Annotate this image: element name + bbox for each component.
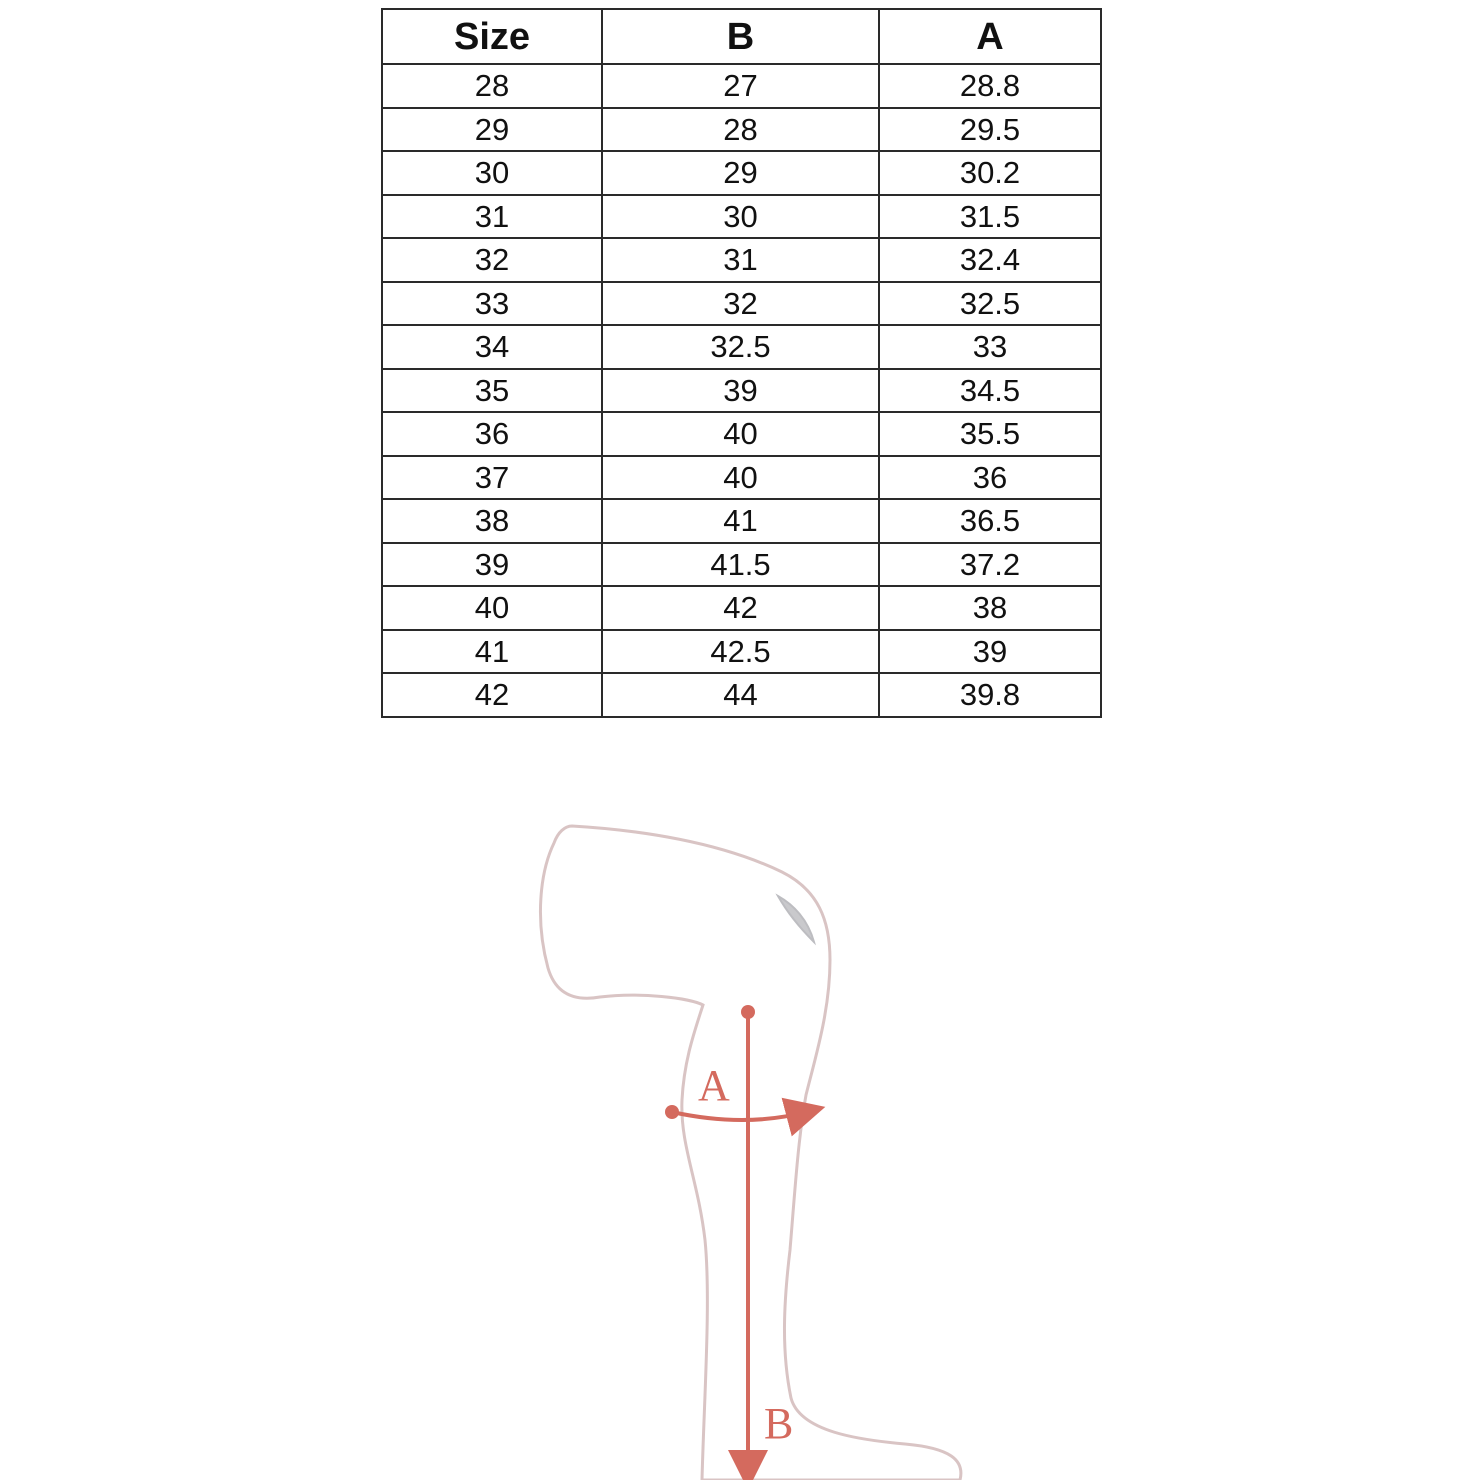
- leg-outline: [540, 826, 960, 1480]
- header-a: A: [879, 9, 1101, 64]
- table-header-row: [382, 9, 1101, 64]
- table-row: [382, 151, 1101, 195]
- cell-a: 33: [879, 325, 1101, 369]
- cell-b: 41.5: [602, 543, 879, 587]
- header-size: Size: [382, 9, 602, 64]
- cell-size: 32: [382, 238, 602, 282]
- table-row: [382, 64, 1101, 108]
- cell-a: 28.8: [879, 64, 1101, 108]
- cell-a: 32.5: [879, 282, 1101, 326]
- cell-size: 33: [382, 282, 602, 326]
- cell-a: 36: [879, 456, 1101, 500]
- table-row: [382, 456, 1101, 500]
- table-row: [382, 630, 1101, 674]
- cell-size: 31: [382, 195, 602, 239]
- cell-b: 32.5: [602, 325, 879, 369]
- size-chart-table: [381, 8, 1102, 718]
- cell-size: 40: [382, 586, 602, 630]
- cell-size: 29: [382, 108, 602, 152]
- table-row: [382, 543, 1101, 587]
- table-row: [382, 195, 1101, 239]
- cell-size: 28: [382, 64, 602, 108]
- header-b: B: [602, 9, 879, 64]
- label-b: B: [764, 1399, 794, 1448]
- cell-size: 38: [382, 499, 602, 543]
- cell-b: 42.5: [602, 630, 879, 674]
- table-row: [382, 108, 1101, 152]
- measurement-b-start-dot: [741, 1005, 755, 1019]
- cell-b: 32: [602, 282, 879, 326]
- cell-b: 30: [602, 195, 879, 239]
- cell-size: 39: [382, 543, 602, 587]
- cell-b: 28: [602, 108, 879, 152]
- cell-a: 38: [879, 586, 1101, 630]
- cell-a: 29.5: [879, 108, 1101, 152]
- cell-size: 35: [382, 369, 602, 413]
- cell-b: 40: [602, 456, 879, 500]
- cell-b: 44: [602, 673, 879, 717]
- cell-b: 41: [602, 499, 879, 543]
- table-row: [382, 499, 1101, 543]
- cell-b: 27: [602, 64, 879, 108]
- cell-a: 30.2: [879, 151, 1101, 195]
- table-row: [382, 238, 1101, 282]
- table-row: [382, 673, 1101, 717]
- table-row: [382, 586, 1101, 630]
- cell-a: 36.5: [879, 499, 1101, 543]
- table-row: [382, 369, 1101, 413]
- cell-size: 41: [382, 630, 602, 674]
- cell-b: 42: [602, 586, 879, 630]
- table-row: [382, 325, 1101, 369]
- cell-a: 39.8: [879, 673, 1101, 717]
- cell-a: 31.5: [879, 195, 1101, 239]
- table-row: [382, 412, 1101, 456]
- measurement-a-start-dot: [665, 1105, 679, 1119]
- leg-measurement-diagram: [0, 760, 1480, 1480]
- cell-b: 39: [602, 369, 879, 413]
- table-row: [382, 282, 1101, 326]
- cell-b: 29: [602, 151, 879, 195]
- cell-a: 35.5: [879, 412, 1101, 456]
- cell-a: 39: [879, 630, 1101, 674]
- cell-size: 37: [382, 456, 602, 500]
- cell-a: 32.4: [879, 238, 1101, 282]
- cell-a: 37.2: [879, 543, 1101, 587]
- cell-size: 42: [382, 673, 602, 717]
- cell-a: 34.5: [879, 369, 1101, 413]
- cell-b: 40: [602, 412, 879, 456]
- cell-b: 31: [602, 238, 879, 282]
- cell-size: 30: [382, 151, 602, 195]
- cell-size: 36: [382, 412, 602, 456]
- cell-size: 34: [382, 325, 602, 369]
- label-a: A: [698, 1061, 730, 1110]
